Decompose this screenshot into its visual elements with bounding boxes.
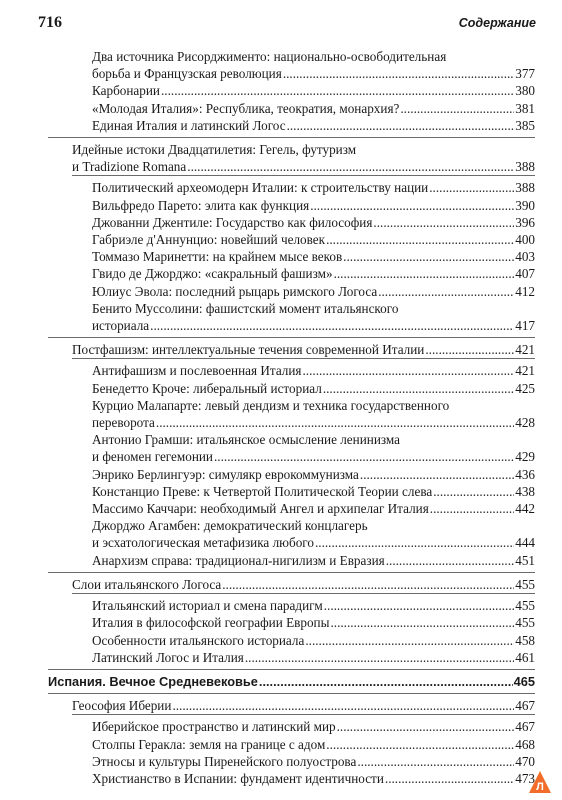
- toc-entry[interactable]: [92, 736, 535, 753]
- litres-logo-letter: Л: [536, 781, 544, 793]
- toc-entry[interactable]: [92, 770, 535, 787]
- dot-leader: [323, 380, 514, 397]
- dot-leader: [425, 341, 514, 358]
- toc-entry[interactable]: [92, 632, 535, 649]
- toc-entry-title: Геософия Иберии: [72, 698, 172, 714]
- dot-leader: [310, 197, 514, 214]
- toc-entry[interactable]: [48, 673, 535, 690]
- toc-entry-title: Бенито Муссолини: фашистский момент итальянского: [92, 300, 399, 316]
- toc-page-number: 396: [515, 214, 535, 230]
- toc-entry[interactable]: [92, 283, 535, 300]
- toc-entry-title: Гвидо де Джорджо: «сакральный фашизм»: [92, 266, 333, 282]
- toc-entry-title: Антифашизм и послевоенная Италия: [92, 363, 302, 379]
- toc-entry[interactable]: [92, 248, 535, 265]
- dot-leader: [259, 673, 513, 690]
- toc-page-number: 438: [515, 483, 535, 499]
- toc-entry[interactable]: [92, 100, 535, 117]
- toc-entry-title: Испания. Вечное Средневековье: [48, 673, 258, 689]
- toc-entry[interactable]: [92, 48, 535, 82]
- toc-entry-title: Политический археомодерн Италии: к строительству нации: [92, 180, 429, 196]
- toc-page-number: 421: [515, 363, 535, 379]
- toc-entry-title: Итальянский историал и смена парадигм: [92, 598, 323, 614]
- toc-entry[interactable]: [72, 141, 535, 175]
- toc-entry[interactable]: [92, 431, 535, 465]
- dot-leader: [326, 736, 514, 753]
- dot-leader: [315, 534, 514, 551]
- toc-page-number: 381: [515, 100, 535, 116]
- toc-page-number: 377: [515, 66, 535, 82]
- dot-leader: [283, 65, 514, 82]
- toc-entry[interactable]: [92, 300, 535, 334]
- toc-entry-title: Столпы Геракла: земля на границе с адом: [92, 736, 326, 752]
- toc-entry-title: Вильфредо Парето: элита как функция: [92, 197, 310, 213]
- dot-leader: [378, 283, 514, 300]
- toc-entry-title: Джорджо Агамбен: демократический концлагерь: [92, 518, 368, 534]
- toc-page-number: 390: [515, 197, 535, 213]
- toc-entry[interactable]: [72, 341, 535, 358]
- toc-entry-title: Бенедетто Кроче: либеральный историал: [92, 380, 322, 396]
- toc-entry-title: Постфашизм: интеллектуальные течения современной Италии: [72, 342, 425, 358]
- toc-entry-title: Карбонарии: [92, 83, 160, 99]
- toc-entry-title: Курцио Малапарте: левый дендизм и техника государственного: [92, 397, 450, 413]
- toc-page-number: 444: [515, 535, 535, 551]
- dot-leader: [150, 317, 514, 334]
- running-title: Содержание: [458, 16, 536, 30]
- toc-page-number: 468: [515, 736, 535, 752]
- toc-entry[interactable]: [92, 500, 535, 517]
- toc-entry[interactable]: [92, 380, 535, 397]
- dot-leader: [400, 100, 514, 117]
- toc-page-number: 407: [515, 266, 535, 282]
- dot-leader: [337, 718, 515, 735]
- toc-page-number: 451: [515, 552, 535, 568]
- toc-entry-title: Слои итальянского Логоса: [72, 576, 222, 592]
- toc-page-number: 403: [515, 249, 535, 265]
- toc-entry-title: Констанцио Преве: к Четвертой Политической Теории слева: [92, 483, 433, 499]
- dot-leader: [360, 466, 514, 483]
- toc-entry[interactable]: [92, 552, 535, 569]
- dot-leader: [214, 448, 514, 465]
- dot-leader: [172, 697, 514, 714]
- toc-entry-title: и феномен гегемонии: [92, 449, 213, 465]
- dot-leader: [429, 179, 514, 196]
- toc-entry[interactable]: [92, 214, 535, 231]
- toc-page-number: 455: [515, 576, 535, 592]
- toc-entry-title: Идейные истоки Двадцатилетия: Гегель, футуризм: [72, 142, 357, 158]
- toc-entry-title: Энрико Берлингуэр: симулякр еврокоммунизма: [92, 466, 359, 482]
- toc-entry-title: Особенности итальянского историала: [92, 632, 305, 648]
- toc-entry-title: Единая Италия и латинский Логос: [92, 117, 286, 133]
- toc-page-number: 429: [515, 449, 535, 465]
- toc-entry-title: Этносы и культуры Пиренейского полуострова: [92, 753, 357, 769]
- toc-page-number: 465: [513, 673, 535, 689]
- dot-leader: [385, 770, 514, 787]
- toc-page-number: 455: [515, 598, 535, 614]
- toc-page-number: 425: [515, 380, 535, 396]
- toc-page-number: 388: [515, 159, 535, 175]
- dot-leader: [161, 82, 514, 99]
- toc-page-number: 467: [515, 698, 535, 714]
- toc-entry[interactable]: [92, 753, 535, 770]
- toc-entry-title: и эсхатологическая метафизика любого: [92, 535, 314, 551]
- dot-leader: [430, 500, 514, 517]
- toc-page-number: 467: [515, 719, 535, 735]
- toc-entry-title: Два источника Рисорджименто: национально-освободительная: [92, 49, 447, 64]
- toc-entry-title: Массимо Каччари: необходимый Ангел и архипелаг Италия: [92, 501, 429, 517]
- toc-entry-title: переворота: [92, 415, 155, 431]
- litres-logo-icon: [526, 768, 554, 796]
- toc-entry-title: Италия в философской географии Европы: [92, 615, 330, 631]
- dot-leader: [156, 414, 514, 431]
- toc-entry[interactable]: [92, 197, 535, 214]
- toc-entry[interactable]: [92, 265, 535, 282]
- toc-page-number: 458: [515, 632, 535, 648]
- toc-entry[interactable]: [92, 649, 535, 666]
- dot-leader: [303, 362, 515, 379]
- toc-entry[interactable]: [92, 718, 535, 735]
- toc-page-number: 473: [515, 770, 535, 786]
- page-header: [38, 14, 536, 36]
- dot-leader: [343, 248, 514, 265]
- dot-leader: [433, 483, 514, 500]
- toc-page-number: 442: [515, 501, 535, 517]
- dot-leader: [187, 158, 514, 175]
- dot-leader: [334, 265, 515, 282]
- toc-entry[interactable]: [92, 117, 535, 134]
- toc-page-number: 461: [515, 649, 535, 665]
- dot-leader: [357, 753, 514, 770]
- toc-page-number: 436: [515, 466, 535, 482]
- dot-leader: [386, 552, 515, 569]
- toc-entry-title: Христианство в Испании: фундамент идентичности: [92, 770, 384, 786]
- toc-entry[interactable]: [92, 517, 535, 551]
- toc-entry[interactable]: [72, 576, 535, 593]
- dot-leader: [324, 597, 515, 614]
- toc-entry-title: Габриэле д'Аннунцио: новейший человек: [92, 232, 326, 248]
- toc-entry-title: «Молодая Италия»: Республика, теократия, монархия?: [92, 100, 400, 116]
- dot-leader: [326, 231, 514, 248]
- toc-entry-title: Латинский Логос и Италия: [92, 649, 244, 665]
- toc-entry[interactable]: [92, 82, 535, 99]
- toc-page-number: 417: [515, 318, 535, 334]
- toc-entry-title: Джованни Джентиле: Государство как философия: [92, 214, 373, 230]
- toc-entry-title: Томмазо Маринетти: на крайнем мысе веков: [92, 249, 343, 265]
- toc-entry[interactable]: [92, 362, 535, 379]
- toc-page-number: 388: [515, 180, 535, 196]
- toc-entry-title: Антонио Грамши: итальянское осмысление ленинизма: [92, 432, 401, 448]
- toc-entry-title: историала: [92, 318, 150, 334]
- dot-leader: [245, 649, 514, 666]
- toc-entry[interactable]: [92, 466, 535, 483]
- table-of-contents: [0, 48, 562, 787]
- toc-page-number: 428: [515, 415, 535, 431]
- toc-entry-title: борьба и Французская революция: [92, 66, 282, 82]
- toc-entry[interactable]: [72, 697, 535, 714]
- toc-entry[interactable]: [92, 397, 535, 431]
- toc-entry-title: Анархизм справа: традиционал-нигилизм и Евразия: [92, 552, 385, 568]
- toc-page-number: 412: [515, 283, 535, 299]
- toc-entry-title: и Tradizione Romana: [72, 159, 187, 175]
- toc-entry[interactable]: [92, 231, 535, 248]
- dot-leader: [287, 117, 515, 134]
- toc-page-number: 470: [515, 753, 535, 769]
- toc-entry-title: Юлиус Эвола: последний рыцарь римского Логоса: [92, 283, 378, 299]
- toc-entry[interactable]: [92, 614, 535, 631]
- toc-page-number: 421: [515, 342, 535, 358]
- toc-page-number: 385: [515, 117, 535, 133]
- toc-entry[interactable]: [92, 597, 535, 614]
- dot-leader: [330, 614, 514, 631]
- toc-entry[interactable]: [92, 179, 535, 196]
- toc-page-number: 380: [515, 83, 535, 99]
- toc-page-number: 400: [515, 232, 535, 248]
- dot-leader: [222, 576, 514, 593]
- toc-entry-title: Иберийское пространство и латинский мир: [92, 719, 336, 735]
- dot-leader: [373, 214, 514, 231]
- page-number: 716: [38, 14, 62, 31]
- dot-leader: [305, 632, 514, 649]
- toc-page-number: 455: [515, 615, 535, 631]
- toc-entry[interactable]: [92, 483, 535, 500]
